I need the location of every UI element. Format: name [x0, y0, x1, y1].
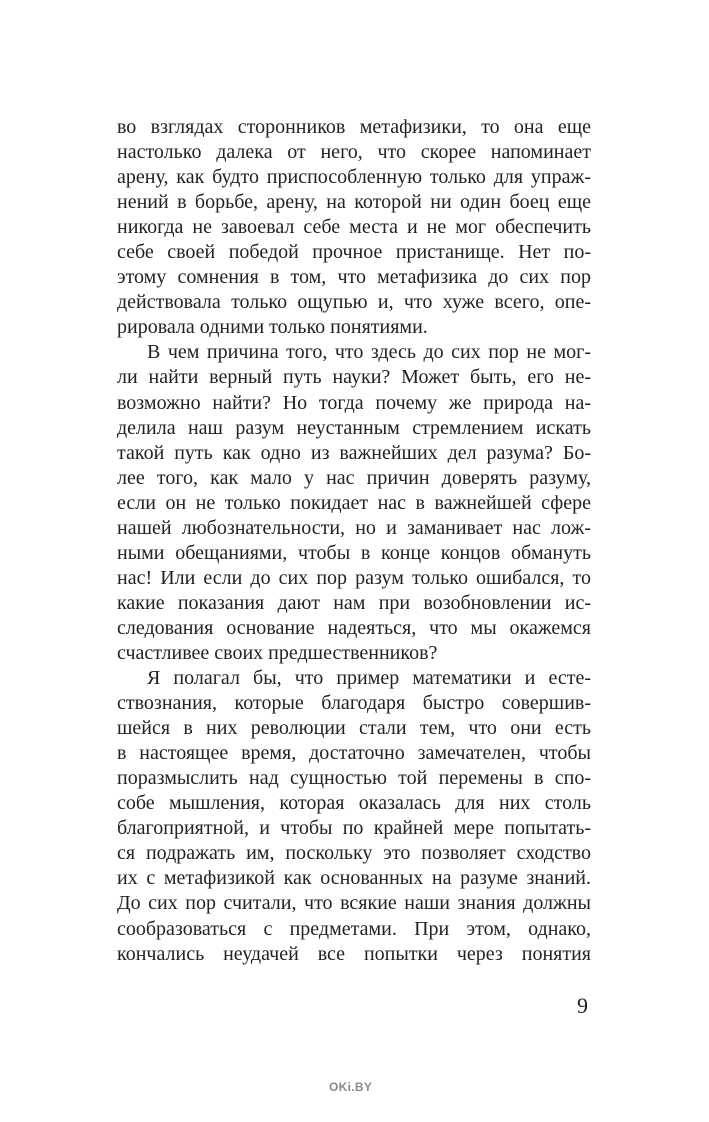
text-line: сообразоваться с предметами. При этом, однако, [117, 917, 591, 940]
text-line: шейся в них революции стали тем, что они есть [117, 717, 591, 740]
text-line: собе мышления, которая оказалась для них столь [117, 792, 591, 815]
text-line: благоприятной, и чтобы по крайней мере попытать- [117, 817, 591, 840]
text-line: ли найти верный путь науки? Может быть, его не- [117, 366, 591, 389]
text-line: такой путь как одно из важнейших дел разума? Бо- [117, 441, 591, 464]
text-line: себе своей победой прочное пристанище. Нет по- [117, 241, 591, 264]
text-line: арену, как будто приспособленную только для упраж- [117, 166, 591, 189]
text-line: ными обещаниями, чтобы в конце концов обмануть [117, 541, 591, 564]
text-line: рировала одними только понятиями. [117, 316, 428, 339]
text-line: нашей любознательности, но и заманивает нас лож- [117, 516, 591, 539]
text-line: ся подражать им, поскольку это позволяет сходство [117, 842, 591, 865]
text-line: Я полагал бы, что пример математики и есте- [147, 667, 591, 690]
text-line: во взглядах сторонников метафизики, то она еще [117, 116, 591, 138]
text-line: ствознания, которые благодаря быстро совершив- [117, 692, 591, 715]
body-text [117, 115, 591, 967]
text-line: нас! Или если до сих пор разум только ошибался, то [117, 566, 591, 589]
text-line: До сих пор считали, что всякие наши знания должны [117, 892, 591, 915]
text-line: следования основание надеяться, что мы окажемся [117, 616, 591, 639]
text-line: счастливее своих предшественников? [117, 641, 438, 664]
text-line: нений в борьбе, арену, на которой ни один боец еще [117, 191, 591, 214]
text-line: если он не только покидает нас в важнейшей сфере [117, 491, 591, 514]
text-line: кончались неудачей все попытки через понятия [117, 942, 591, 965]
page-number: 9 [577, 993, 588, 1018]
watermark: OKi.BY [329, 1080, 373, 1094]
text-line: какие показания дают нам при возобновлении ис- [117, 591, 591, 614]
text-line: В чем причина того, что здесь до сих пор не мог- [147, 341, 591, 364]
text-line: никогда не завоевал себе места и не мог обеспечить [117, 216, 591, 239]
text-line: поразмыслить над сущностью той перемены в спо- [117, 767, 591, 790]
text-line: действовала только ощупью и, что хуже всего, опе- [117, 291, 591, 314]
text-line: этому сомнения в том, что метафизика до сих пор [117, 266, 591, 289]
text-line: лее того, как мало у нас причин доверять разуму, [117, 466, 591, 489]
text-line: настолько далека от него, что скорее напоминает [117, 141, 591, 164]
text-line: их с метафизикой как основанных на разуме знаний. [117, 867, 591, 890]
text-line: возможно найти? Но тогда почему же природа на- [117, 391, 591, 414]
text-line: в настоящее время, достаточно замечателен, чтобы [117, 742, 591, 765]
text-line: делила наш разум неустанным стремлением искать [117, 416, 591, 439]
